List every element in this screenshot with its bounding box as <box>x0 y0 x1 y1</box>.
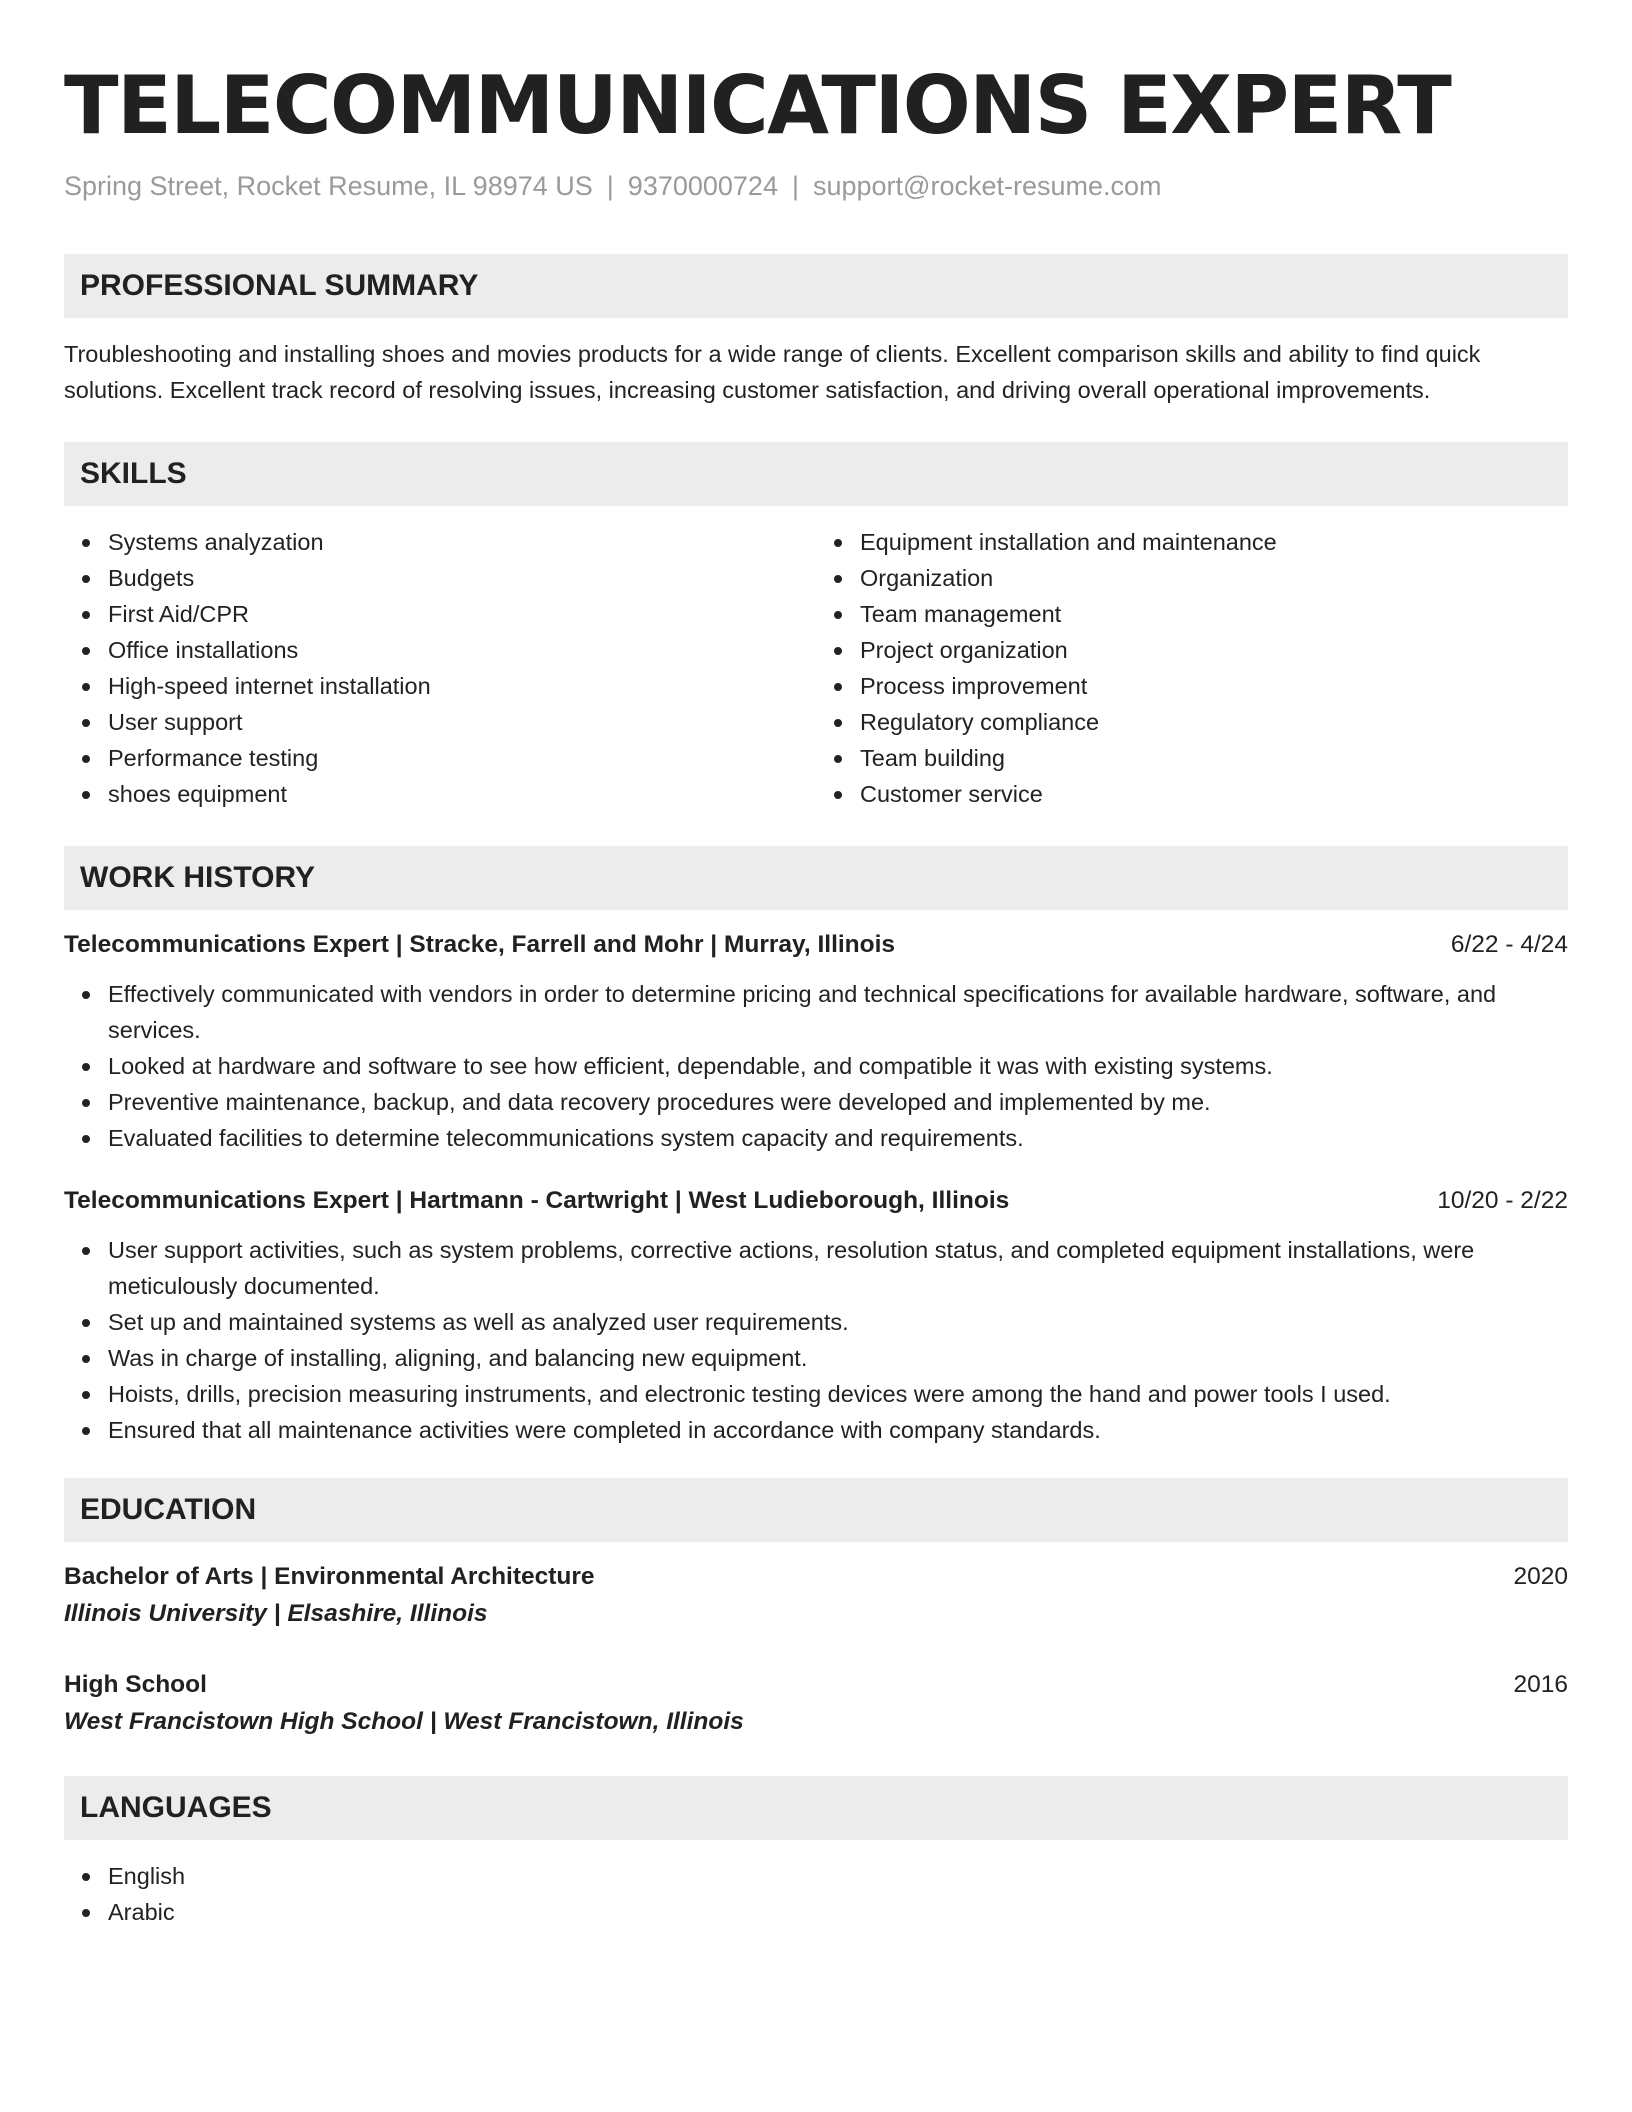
contact-separator: | <box>791 171 799 201</box>
education-list <box>64 1560 1568 1742</box>
work-heading: WORK HISTORY <box>64 846 1568 910</box>
language-item: English <box>108 1858 1568 1894</box>
skill-item: Systems analyzation <box>108 524 816 560</box>
skill-item: High-speed internet installation <box>108 668 816 704</box>
job-bullets <box>64 1232 1568 1448</box>
job-bullet: Ensured that all maintenance activities were completed in accordance with company standards. <box>108 1412 1568 1448</box>
job-bullet: Hoists, drills, precision measuring instruments, and electronic testing devices were among the hand and power tools I used. <box>108 1376 1568 1412</box>
education-year: 2016 <box>1513 1671 1568 1698</box>
job-bullet: Effectively communicated with vendors in order to determine pricing and technical specifications for available hardware, software, and services. <box>108 976 1568 1048</box>
job-bullet: Preventive maintenance, backup, and data recovery procedures were developed and implemented by me. <box>108 1084 1568 1120</box>
job-bullet: Evaluated facilities to determine telecommunications system capacity and requirements. <box>108 1120 1568 1156</box>
skill-item: User support <box>108 704 816 740</box>
skill-item: Equipment installation and maintenance <box>860 524 1568 560</box>
skills-heading: SKILLS <box>64 442 1568 506</box>
job-dates: 10/20 - 2/22 <box>1437 1187 1568 1214</box>
contact-address: Spring Street, Rocket Resume, IL 98974 US <box>64 171 593 201</box>
skill-item: Team management <box>860 596 1568 632</box>
skills-section <box>64 442 1568 812</box>
job-header <box>64 1184 1568 1218</box>
job-bullet: User support activities, such as system problems, corrective actions, resolution status, and completed equipment installations, were meticulously documented. <box>108 1232 1568 1304</box>
job-bullet: Was in charge of installing, aligning, and balancing new equipment. <box>108 1340 1568 1376</box>
languages-list <box>64 1858 1568 1930</box>
education-header <box>64 1668 1568 1702</box>
education-degree: Bachelor of Arts | Environmental Architecture <box>64 1563 595 1590</box>
education-school: Illinois University | Elsashire, Illinois <box>64 1600 488 1627</box>
skill-item: Team building <box>860 740 1568 776</box>
languages-heading: LANGUAGES <box>64 1776 1568 1840</box>
languages-section <box>64 1776 1568 1930</box>
skill-item: Regulatory compliance <box>860 704 1568 740</box>
job-title: Telecommunications Expert | Hartmann - Cartwright | West Ludieborough, Illinois <box>64 1187 1010 1214</box>
summary-section <box>64 254 1568 408</box>
skills-list-left <box>64 524 816 812</box>
education-header <box>64 1560 1568 1594</box>
job-entry <box>64 928 1568 1156</box>
summary-text: Troubleshooting and installing shoes and movies products for a wide range of clients. Excellent comparison skills and ability to find quick solutions. Excellent track record of resolving issues, increasing customer satisfaction, and driving overall operational improvements. <box>64 341 1481 403</box>
language-item: Arabic <box>108 1894 1568 1930</box>
contact-separator: | <box>606 171 614 201</box>
skill-item: Performance testing <box>108 740 816 776</box>
skill-item: Customer service <box>860 776 1568 812</box>
contact-line <box>64 168 1568 204</box>
education-year: 2020 <box>1513 1563 1568 1590</box>
education-entry <box>64 1668 1568 1742</box>
contact-phone: 9370000724 <box>627 171 778 201</box>
skills-list-right <box>816 524 1568 812</box>
job-header <box>64 928 1568 962</box>
summary-heading: PROFESSIONAL SUMMARY <box>64 254 1568 318</box>
skill-item: First Aid/CPR <box>108 596 816 632</box>
skill-item: Office installations <box>108 632 816 668</box>
job-entry <box>64 1184 1568 1448</box>
skill-item: Budgets <box>108 560 816 596</box>
job-bullet: Set up and maintained systems as well as analyzed user requirements. <box>108 1304 1568 1340</box>
job-bullet: Looked at hardware and software to see how efficient, dependable, and compatible it was with existing systems. <box>108 1048 1568 1084</box>
education-degree: High School <box>64 1671 207 1698</box>
candidate-name: TELECOMMUNICATIONS EXPERT <box>64 59 1451 152</box>
job-title: Telecommunications Expert | Stracke, Farrell and Mohr | Murray, Illinois <box>64 931 896 958</box>
education-school: West Francistown High School | West Francistown, Illinois <box>64 1708 744 1735</box>
contact-email: support@rocket-resume.com <box>812 171 1162 201</box>
skill-item: Organization <box>860 560 1568 596</box>
skill-item: Process improvement <box>860 668 1568 704</box>
job-list <box>64 928 1568 1448</box>
skill-item: shoes equipment <box>108 776 816 812</box>
education-heading: EDUCATION <box>64 1478 1568 1542</box>
skill-item: Project organization <box>860 632 1568 668</box>
education-section <box>64 1478 1568 1742</box>
skills-columns <box>64 524 1568 812</box>
job-bullets <box>64 976 1568 1156</box>
education-entry <box>64 1560 1568 1634</box>
job-dates: 6/22 - 4/24 <box>1450 931 1568 958</box>
work-section <box>64 846 1568 1448</box>
